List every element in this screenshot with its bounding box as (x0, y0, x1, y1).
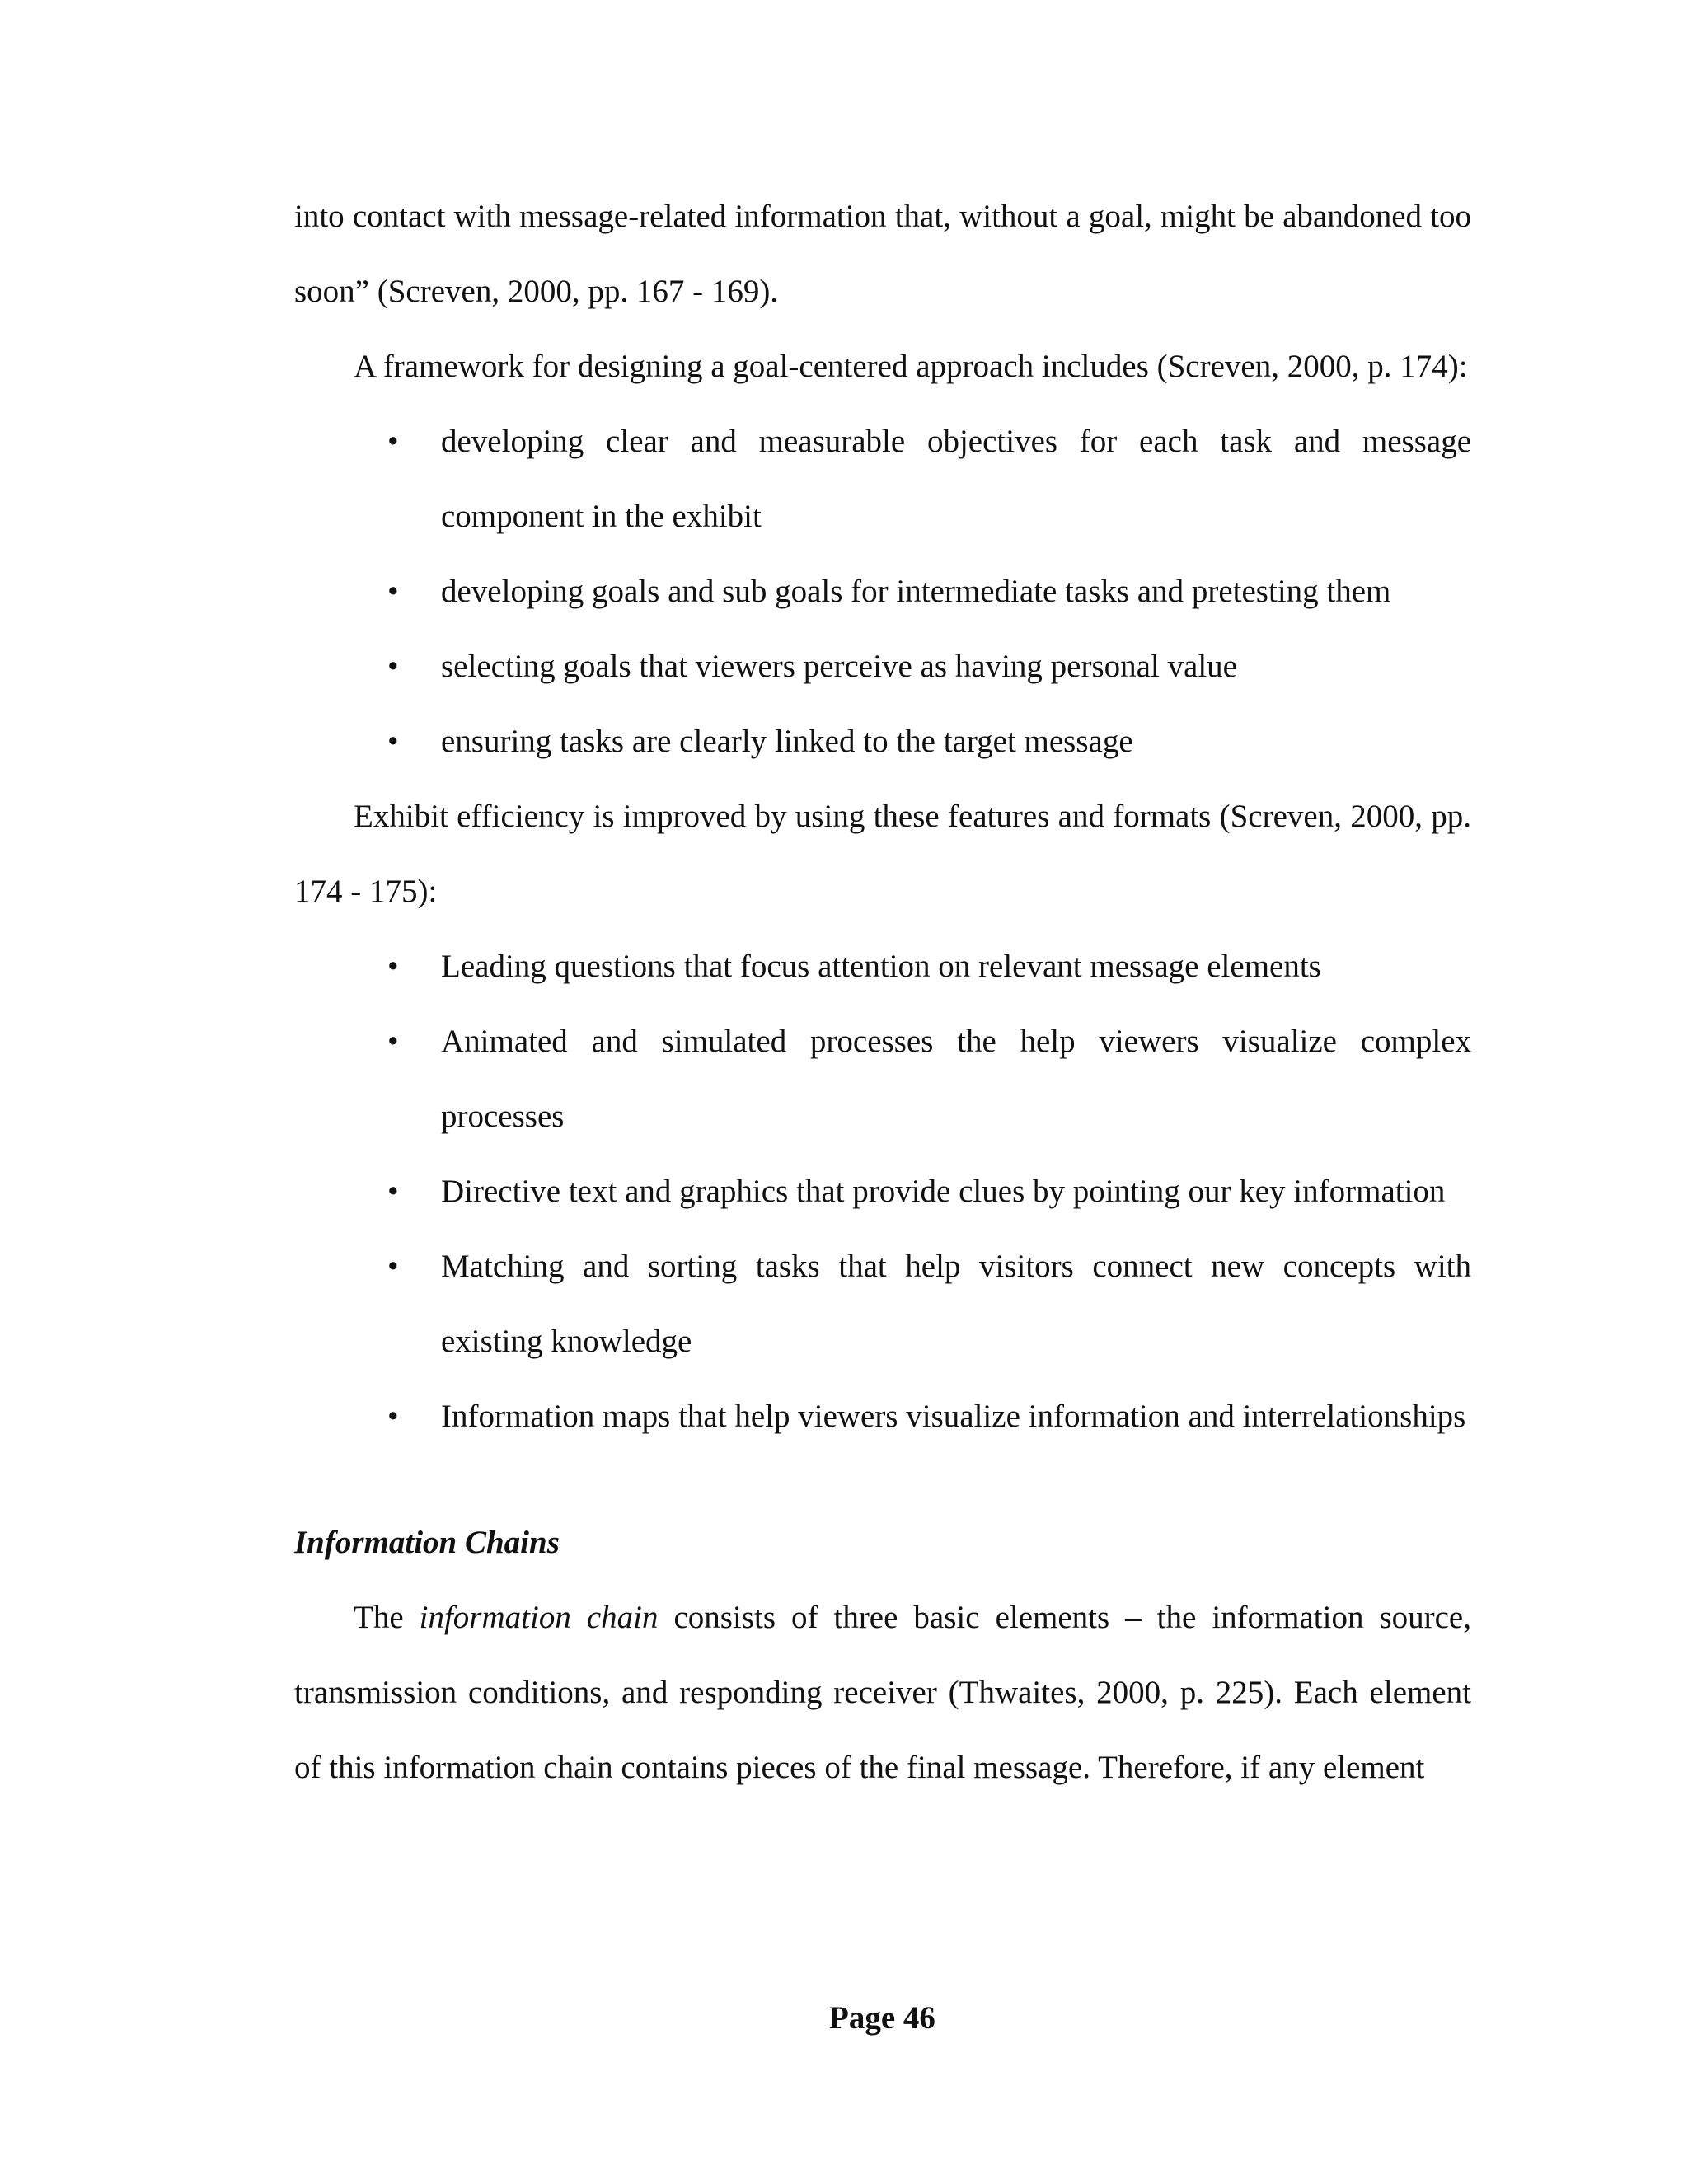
list-item-text: Leading questions that focus attention on relevant message elements (441, 949, 1321, 984)
list-item (294, 1229, 1471, 1379)
bullet-icon: • (387, 1399, 399, 1434)
list-item (294, 404, 1471, 554)
bullet-icon: • (387, 574, 399, 609)
list-item-text: Information maps that help viewers visualize information and interrelationships (441, 1399, 1466, 1434)
paragraph-continued: into contact with message-related information that, without a goal, might be abandoned too soon” (Screven, 2000, pp. 167 - 169). (294, 199, 1471, 309)
list-item-text: ensuring tasks are clearly linked to the target message (441, 724, 1133, 759)
list-item (294, 554, 1471, 629)
list-item-text: Animated and simulated processes the help viewers visualize complex processes (441, 1024, 1471, 1134)
bullet-icon: • (387, 1174, 399, 1209)
paragraph-framework-intro: A framework for designing a goal-centered approach includes (Screven, 2000, p. 174): (354, 349, 1468, 384)
list-item (294, 629, 1471, 704)
list-item-text: developing clear and measurable objectives for each task and message component in the exhibit (441, 424, 1471, 534)
bullet-icon: • (387, 1249, 399, 1284)
paragraph-lead: The (354, 1600, 420, 1635)
list-item-text: Matching and sorting tasks that help visitors connect new concepts with existing knowledge (441, 1249, 1471, 1359)
list-item-text: developing goals and sub goals for intermediate tasks and pretesting them (441, 574, 1391, 609)
list-item (294, 1004, 1471, 1154)
paragraph-rest: consists of three basic elements – the information source, transmission conditions, and responding receiver (Thwaites, 2000, p. 225). Each element of this information chain contains pieces of the final message. Therefore, if any element (294, 1600, 1471, 1785)
paragraph-information-chain (294, 1580, 1471, 1805)
goal-framework-list (294, 404, 1471, 779)
list-item (294, 704, 1471, 779)
bullet-icon: • (387, 724, 399, 759)
paragraph-efficiency-intro: Exhibit efficiency is improved by using these features and formats (Screven, 2000, pp. 174 - 175): (294, 799, 1471, 909)
bullet-icon: • (387, 424, 399, 459)
bullet-icon: • (387, 649, 399, 684)
paragraph-emphasis: information chain (419, 1600, 659, 1635)
list-item-text: selecting goals that viewers perceive as having personal value (441, 649, 1237, 684)
bullet-icon: • (387, 1024, 399, 1059)
body-text (294, 179, 1471, 1805)
list-item (294, 929, 1471, 1004)
efficiency-features-list (294, 929, 1471, 1454)
page-number: Page 46 (829, 2000, 935, 2036)
bullet-icon: • (387, 949, 399, 984)
list-item (294, 1154, 1471, 1229)
section-heading: Information Chains (294, 1525, 560, 1560)
list-item (294, 1379, 1471, 1454)
list-item-text: Directive text and graphics that provide clues by pointing our key information (441, 1174, 1446, 1209)
